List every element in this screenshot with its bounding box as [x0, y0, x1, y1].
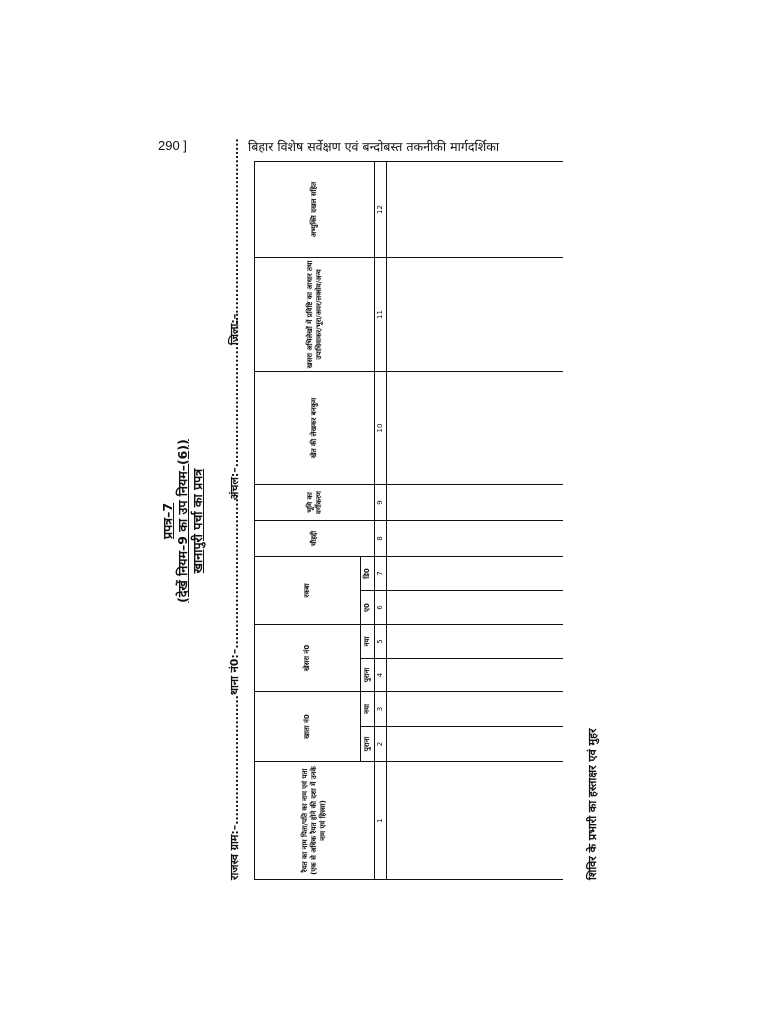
- column-number: 6: [375, 590, 387, 624]
- column-number: 3: [375, 691, 387, 726]
- column-number: 7: [375, 556, 387, 590]
- signature-line: शिविर के प्रभारी का हस्ताक्षर एवं मुहर: [586, 728, 599, 880]
- column-number: 4: [375, 658, 387, 691]
- thana-field: थाना नं0:–.....................................: [228, 494, 241, 695]
- column-number: 1: [375, 762, 387, 880]
- header-dakhal: खसरा अभिलेखों में प्रविष्टि का आधार तथा उपाधिवाकर/भूरा/अवर/लक्सेव/अन्य: [255, 257, 375, 371]
- blank-cell: [387, 257, 563, 371]
- column-number: 9: [375, 484, 387, 520]
- anchal-field: अंचल:–.....................................: [228, 312, 241, 500]
- header-raiyat: रैयत का नाम पिता/पति का नाम एवं पता (एक से अधिक रैयत होने की दशा में उनके नाम एवं हिस्सा): [255, 762, 375, 880]
- form-number: प्रपत्र–7: [160, 502, 175, 540]
- column-number: 11: [375, 257, 387, 371]
- subheader-khesra-purana: पुराना: [361, 658, 375, 691]
- blank-cell: [387, 590, 563, 624]
- blank-cell: [387, 624, 563, 658]
- blank-cell: [387, 161, 563, 257]
- district-field: जिला:–..........................................: [228, 138, 241, 345]
- column-number: 8: [375, 520, 387, 556]
- header-khesra: खेसरा नं0: [255, 624, 361, 691]
- column-number: 2: [375, 727, 387, 762]
- column-number-row: [375, 161, 387, 879]
- header-remarks: अभ्युक्ति दखल सहित: [255, 161, 375, 257]
- khanapuri-table: [254, 161, 563, 880]
- subheader-ekad: ए0: [361, 590, 375, 624]
- book-title: बिहार विशेष सर्वेक्षण एवं बन्दोबस्त तकनीकी मार्गदर्शिका: [248, 139, 500, 154]
- subheader-khata-naya: नया: [361, 691, 375, 726]
- column-number: 10: [375, 371, 387, 484]
- header-bhumi: भूमि का वर्गीकरण: [255, 484, 375, 520]
- header-rakba: रकबा: [255, 556, 361, 624]
- blank-cell: [387, 727, 563, 762]
- header-chauhaddi: चौहद्दी: [255, 520, 375, 556]
- subheader-khesra-naya: नया: [361, 624, 375, 658]
- header-record: खेत की लेखकर बनकुम: [255, 371, 375, 484]
- blank-cell: [387, 556, 563, 590]
- blank-cell: [387, 762, 563, 880]
- column-number: 5: [375, 624, 387, 658]
- column-number: 12: [375, 161, 387, 257]
- form-rule-reference: (देखें नियम–9 का उप नियम–(6)): [175, 439, 190, 603]
- subheader-khata-purana: पुराना: [361, 727, 375, 762]
- form-fields: [227, 138, 243, 880]
- blank-cell: [387, 371, 563, 484]
- blank-entry-area: [387, 161, 563, 879]
- page-number: 290 ]: [158, 138, 187, 153]
- page-header: [0, 138, 768, 158]
- form-name: खानापुरी पर्चा का प्रपत्र: [190, 468, 205, 574]
- blank-cell: [387, 658, 563, 691]
- form-title: [160, 162, 205, 880]
- header-khata: खाता नं0: [255, 691, 361, 761]
- blank-cell: [387, 691, 563, 726]
- revenue-village-field: राजस्व ग्राम:–...............................: [228, 695, 241, 880]
- blank-cell: [387, 520, 563, 556]
- blank-cell: [387, 484, 563, 520]
- subheader-dismil: डि0: [361, 556, 375, 590]
